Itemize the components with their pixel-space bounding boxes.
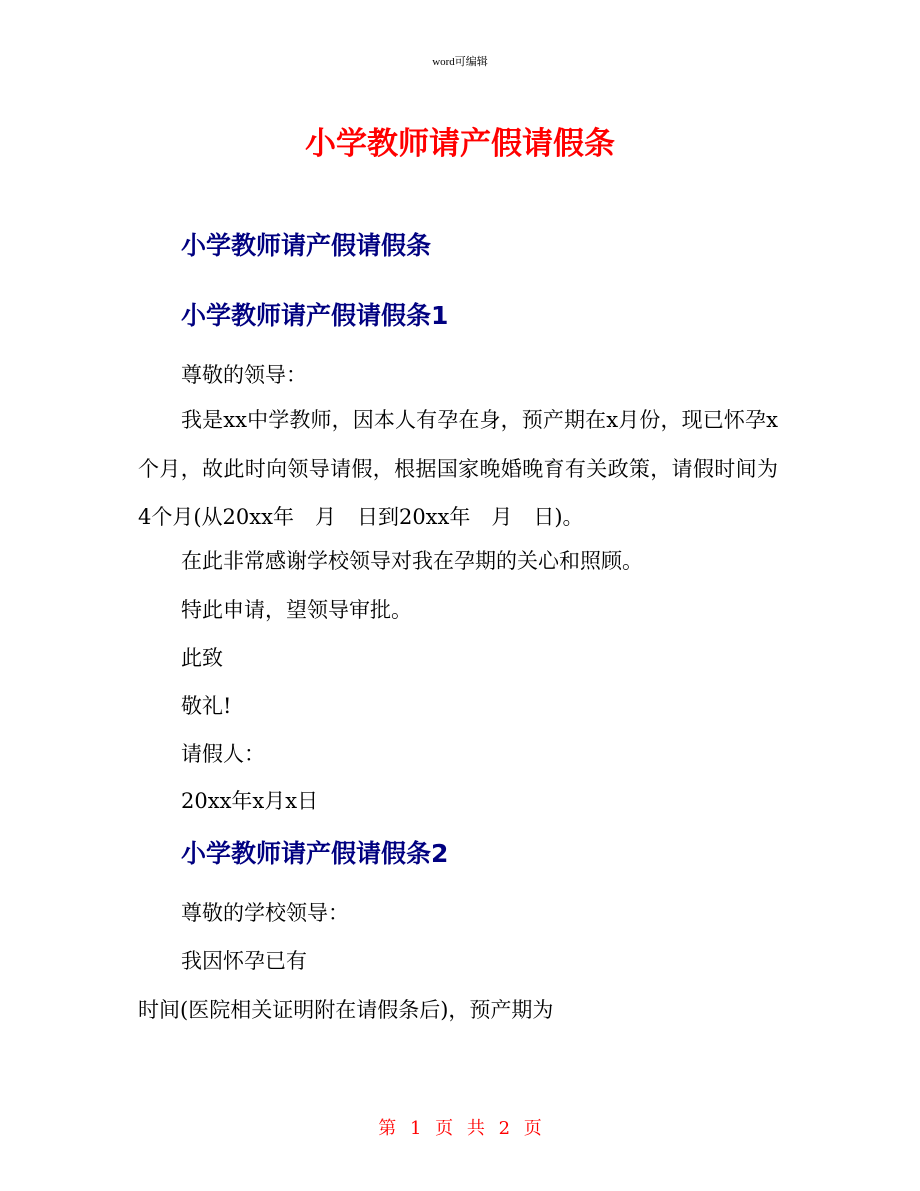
closing-line-1: 此致 xyxy=(181,646,223,670)
page-label-prefix: 第 xyxy=(378,1118,397,1139)
body-line-2a: 我因怀孕已有 xyxy=(181,949,307,973)
section-heading-sample-1: 小学教师请产假请假条1 xyxy=(181,301,449,330)
page-label-suffix: 页 xyxy=(435,1118,454,1139)
document-title: 小学教师请产假请假条 xyxy=(305,126,615,162)
body-paragraph-1: 我是xx中学教师，因本人有孕在身，预产期在x月份，现已怀孕x个月，故此时向领导请假，根据国家晚婚晚育有关政策，请假时间为4个月(从20xx年 月 日到20xx年 月 日)。 xyxy=(138,408,778,529)
salutation-2: 尊敬的学校领导： xyxy=(181,901,349,925)
request-line: 特此申请，望领导审批。 xyxy=(181,598,412,622)
section-heading-main: 小学教师请产假请假条 xyxy=(181,231,432,260)
closing-line-2: 敬礼! xyxy=(181,694,232,718)
salutation-1: 尊敬的领导： xyxy=(181,363,307,387)
page-header: word可编辑 xyxy=(432,56,488,68)
date-line: 20xx年x月x日 xyxy=(181,789,319,813)
thanks-line: 在此非常感谢学校领导对我在孕期的关心和照顾。 xyxy=(181,549,643,573)
page-number: 1 xyxy=(409,1118,422,1139)
page-footer xyxy=(0,1114,920,1140)
total-label-prefix: 共 xyxy=(466,1118,485,1139)
applicant-line: 请假人： xyxy=(181,742,265,766)
section-heading-sample-2: 小学教师请产假请假条2 xyxy=(181,839,449,868)
total-pages: 2 xyxy=(498,1118,511,1139)
body-line-2b: 时间(医院相关证明附在请假条后)，预产期为 xyxy=(138,998,554,1022)
total-label-suffix: 页 xyxy=(523,1118,542,1139)
